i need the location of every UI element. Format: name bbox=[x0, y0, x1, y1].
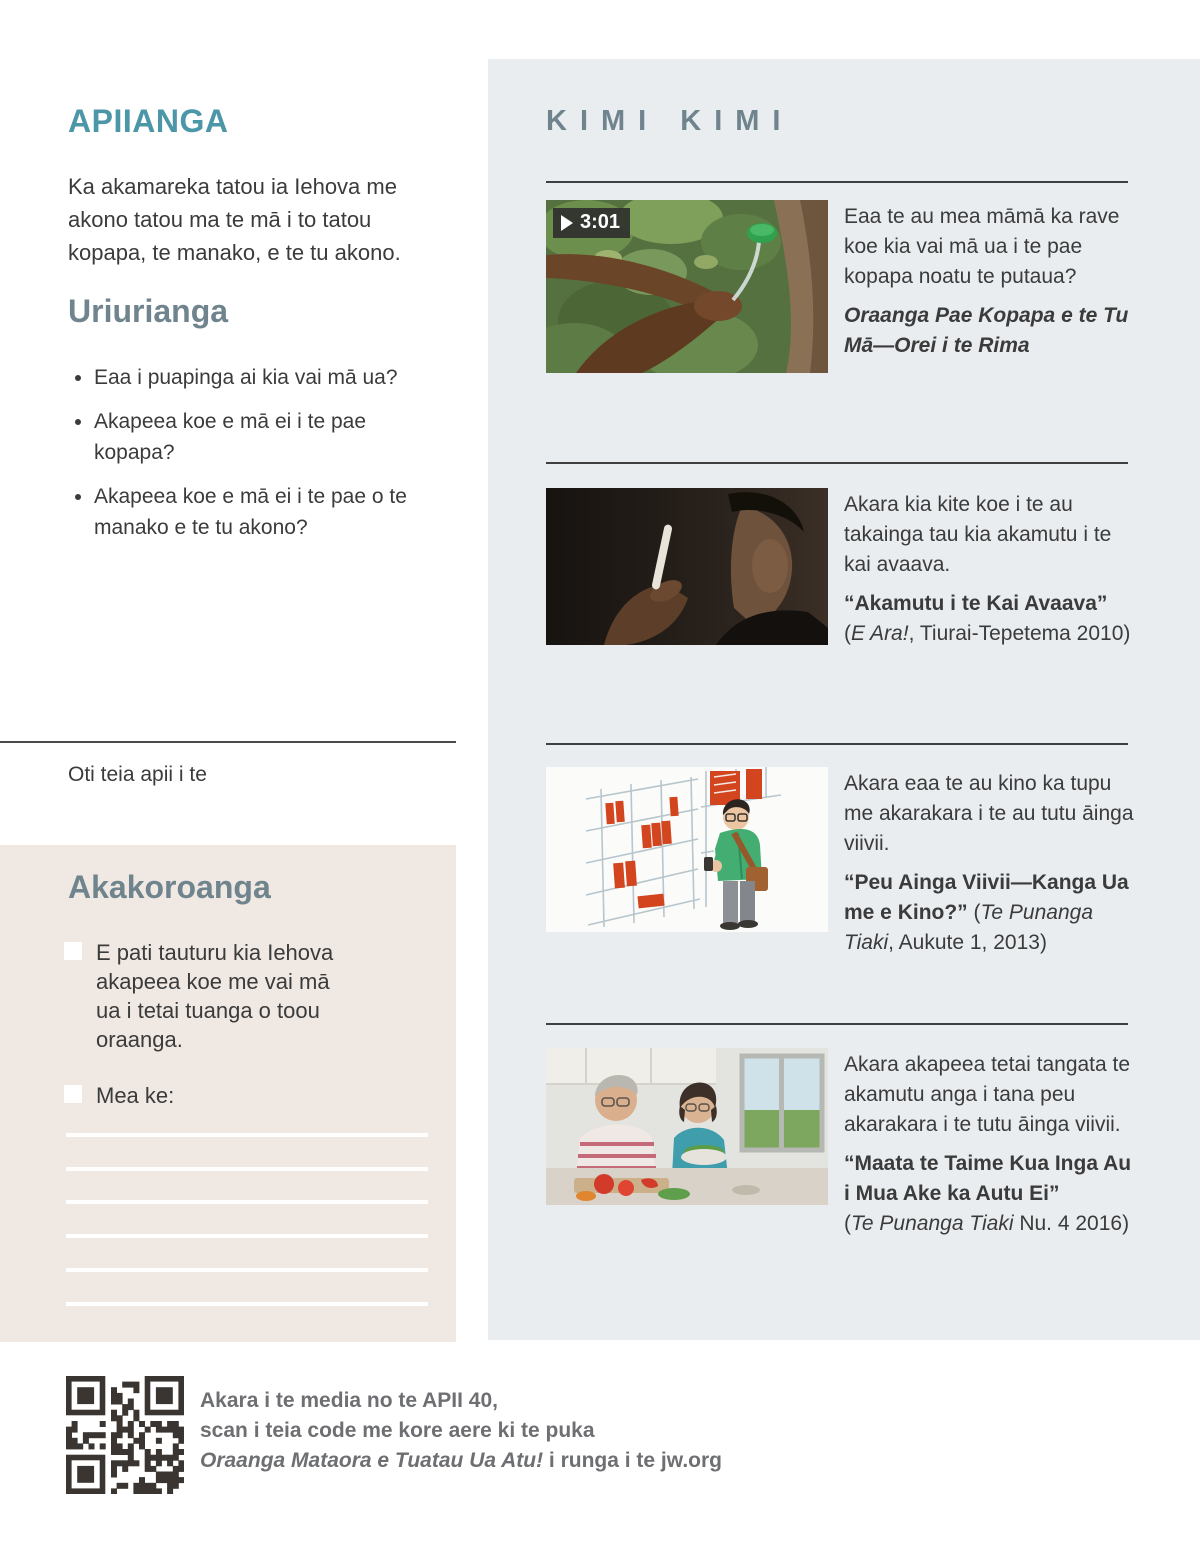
section-reference: Oraanga Pae Kopapa e te Tu Mā—Orei i te Rima bbox=[844, 304, 1129, 357]
section-reference: “Maata te Taime Kua Inga Au i Mua Ake ka Autu Ei” (Te Punanga Tiaki Nu. 4 2016) bbox=[844, 1152, 1132, 1235]
write-line[interactable] bbox=[66, 1302, 428, 1306]
qr-code bbox=[66, 1376, 184, 1494]
completion-note: Oti teia apii i te bbox=[68, 763, 207, 786]
write-line[interactable] bbox=[66, 1133, 428, 1137]
write-line[interactable] bbox=[66, 1200, 428, 1204]
search-panel bbox=[488, 59, 1200, 1340]
checklist-item bbox=[64, 1081, 354, 1110]
footer-note-line: Oraanga Mataora e Tuatau Ua Atu! i runga i te jw.org bbox=[200, 1449, 722, 1472]
checkbox[interactable] bbox=[64, 1085, 82, 1103]
write-line[interactable] bbox=[66, 1268, 428, 1272]
shelves-image bbox=[546, 767, 828, 932]
checklist-item-text: E pati tauturu kia Iehova akapeea koe me vai mā ua i tetai tuanga o toou oraanga. bbox=[96, 940, 334, 1052]
cooking-image bbox=[546, 1048, 828, 1205]
photo-couple-cooking bbox=[546, 1048, 828, 1205]
checklist-item-text: Mea ke: bbox=[96, 1083, 175, 1108]
checkbox[interactable] bbox=[64, 942, 82, 960]
goals-heading: Akakoroanga bbox=[68, 869, 271, 905]
video-thumbnail-hand-washing[interactable] bbox=[546, 200, 828, 373]
section-prompt: Eaa te au mea māmā ka rave koe kia vai mā ua i te pae kopapa noatu te putaua? bbox=[844, 205, 1120, 288]
write-line[interactable] bbox=[66, 1234, 428, 1238]
qr-code-wrap bbox=[66, 1376, 184, 1494]
discussion-bullet-list bbox=[68, 362, 412, 556]
discussion-bullet: • Akapeea koe e mā ei i te pae o te manako e te tu akono? bbox=[94, 481, 412, 543]
section-rule bbox=[546, 743, 1128, 745]
checklist-item bbox=[64, 938, 354, 1054]
section-rule bbox=[546, 181, 1128, 183]
write-line[interactable] bbox=[66, 1167, 428, 1171]
section-rule bbox=[546, 1023, 1128, 1025]
lesson-intro: Ka akamareka tatou ia Iehova me akono tatou ma te mā i to tatou kopapa, te manako, e te tu akono. bbox=[68, 174, 401, 265]
section-prompt: Akara eaa te au kino ka tupu me akarakara i te au tutu āinga viivii. bbox=[844, 772, 1134, 855]
lesson-heading: APIIANGA bbox=[68, 103, 229, 139]
section-prompt: Akara akapeea tetai tangata te akamutu anga i tana peu akarakara i te tutu āinga viivii. bbox=[844, 1053, 1131, 1136]
section-rule bbox=[546, 462, 1128, 464]
illustration-browsing-shelves bbox=[546, 767, 828, 932]
footer-note-line: Akara i te media no te APII 40, bbox=[200, 1389, 498, 1412]
section-text bbox=[844, 769, 1134, 958]
video-duration: 3:01 bbox=[580, 211, 621, 233]
discussion-bullet: • Akapeea koe e mā ei i te pae kopapa? bbox=[94, 406, 412, 468]
section-reference: “Akamutu i te Kai Avaava” (E Ara!, Tiurai-Tepetema 2010) bbox=[844, 592, 1131, 645]
discussion-bullet: • Eaa i puapinga ai kia vai mā ua? bbox=[94, 362, 412, 393]
play-icon bbox=[561, 215, 573, 231]
cigarette-image bbox=[546, 488, 828, 645]
section-text bbox=[844, 202, 1134, 361]
section-divider bbox=[0, 741, 456, 743]
play-badge bbox=[553, 208, 630, 238]
section-text bbox=[844, 1050, 1134, 1239]
footer-note bbox=[200, 1386, 722, 1476]
section-prompt: Akara kia kite koe i te au takainga tau kia akamutu i te kai avaava. bbox=[844, 493, 1112, 576]
discussion-heading: Uriurianga bbox=[68, 293, 229, 329]
photo-man-with-cigarette bbox=[546, 488, 828, 645]
section-text bbox=[844, 490, 1134, 649]
footer-note-line: scan i teia code me kore aere ki te puka bbox=[200, 1419, 595, 1442]
goals-box bbox=[0, 845, 456, 1342]
section-reference: “Peu Ainga Viivii—Kanga Ua me e Kino?” (Te Punanga Tiaki, Aukute 1, 2013) bbox=[844, 871, 1129, 954]
search-heading: KIMI KIMI bbox=[546, 105, 794, 137]
